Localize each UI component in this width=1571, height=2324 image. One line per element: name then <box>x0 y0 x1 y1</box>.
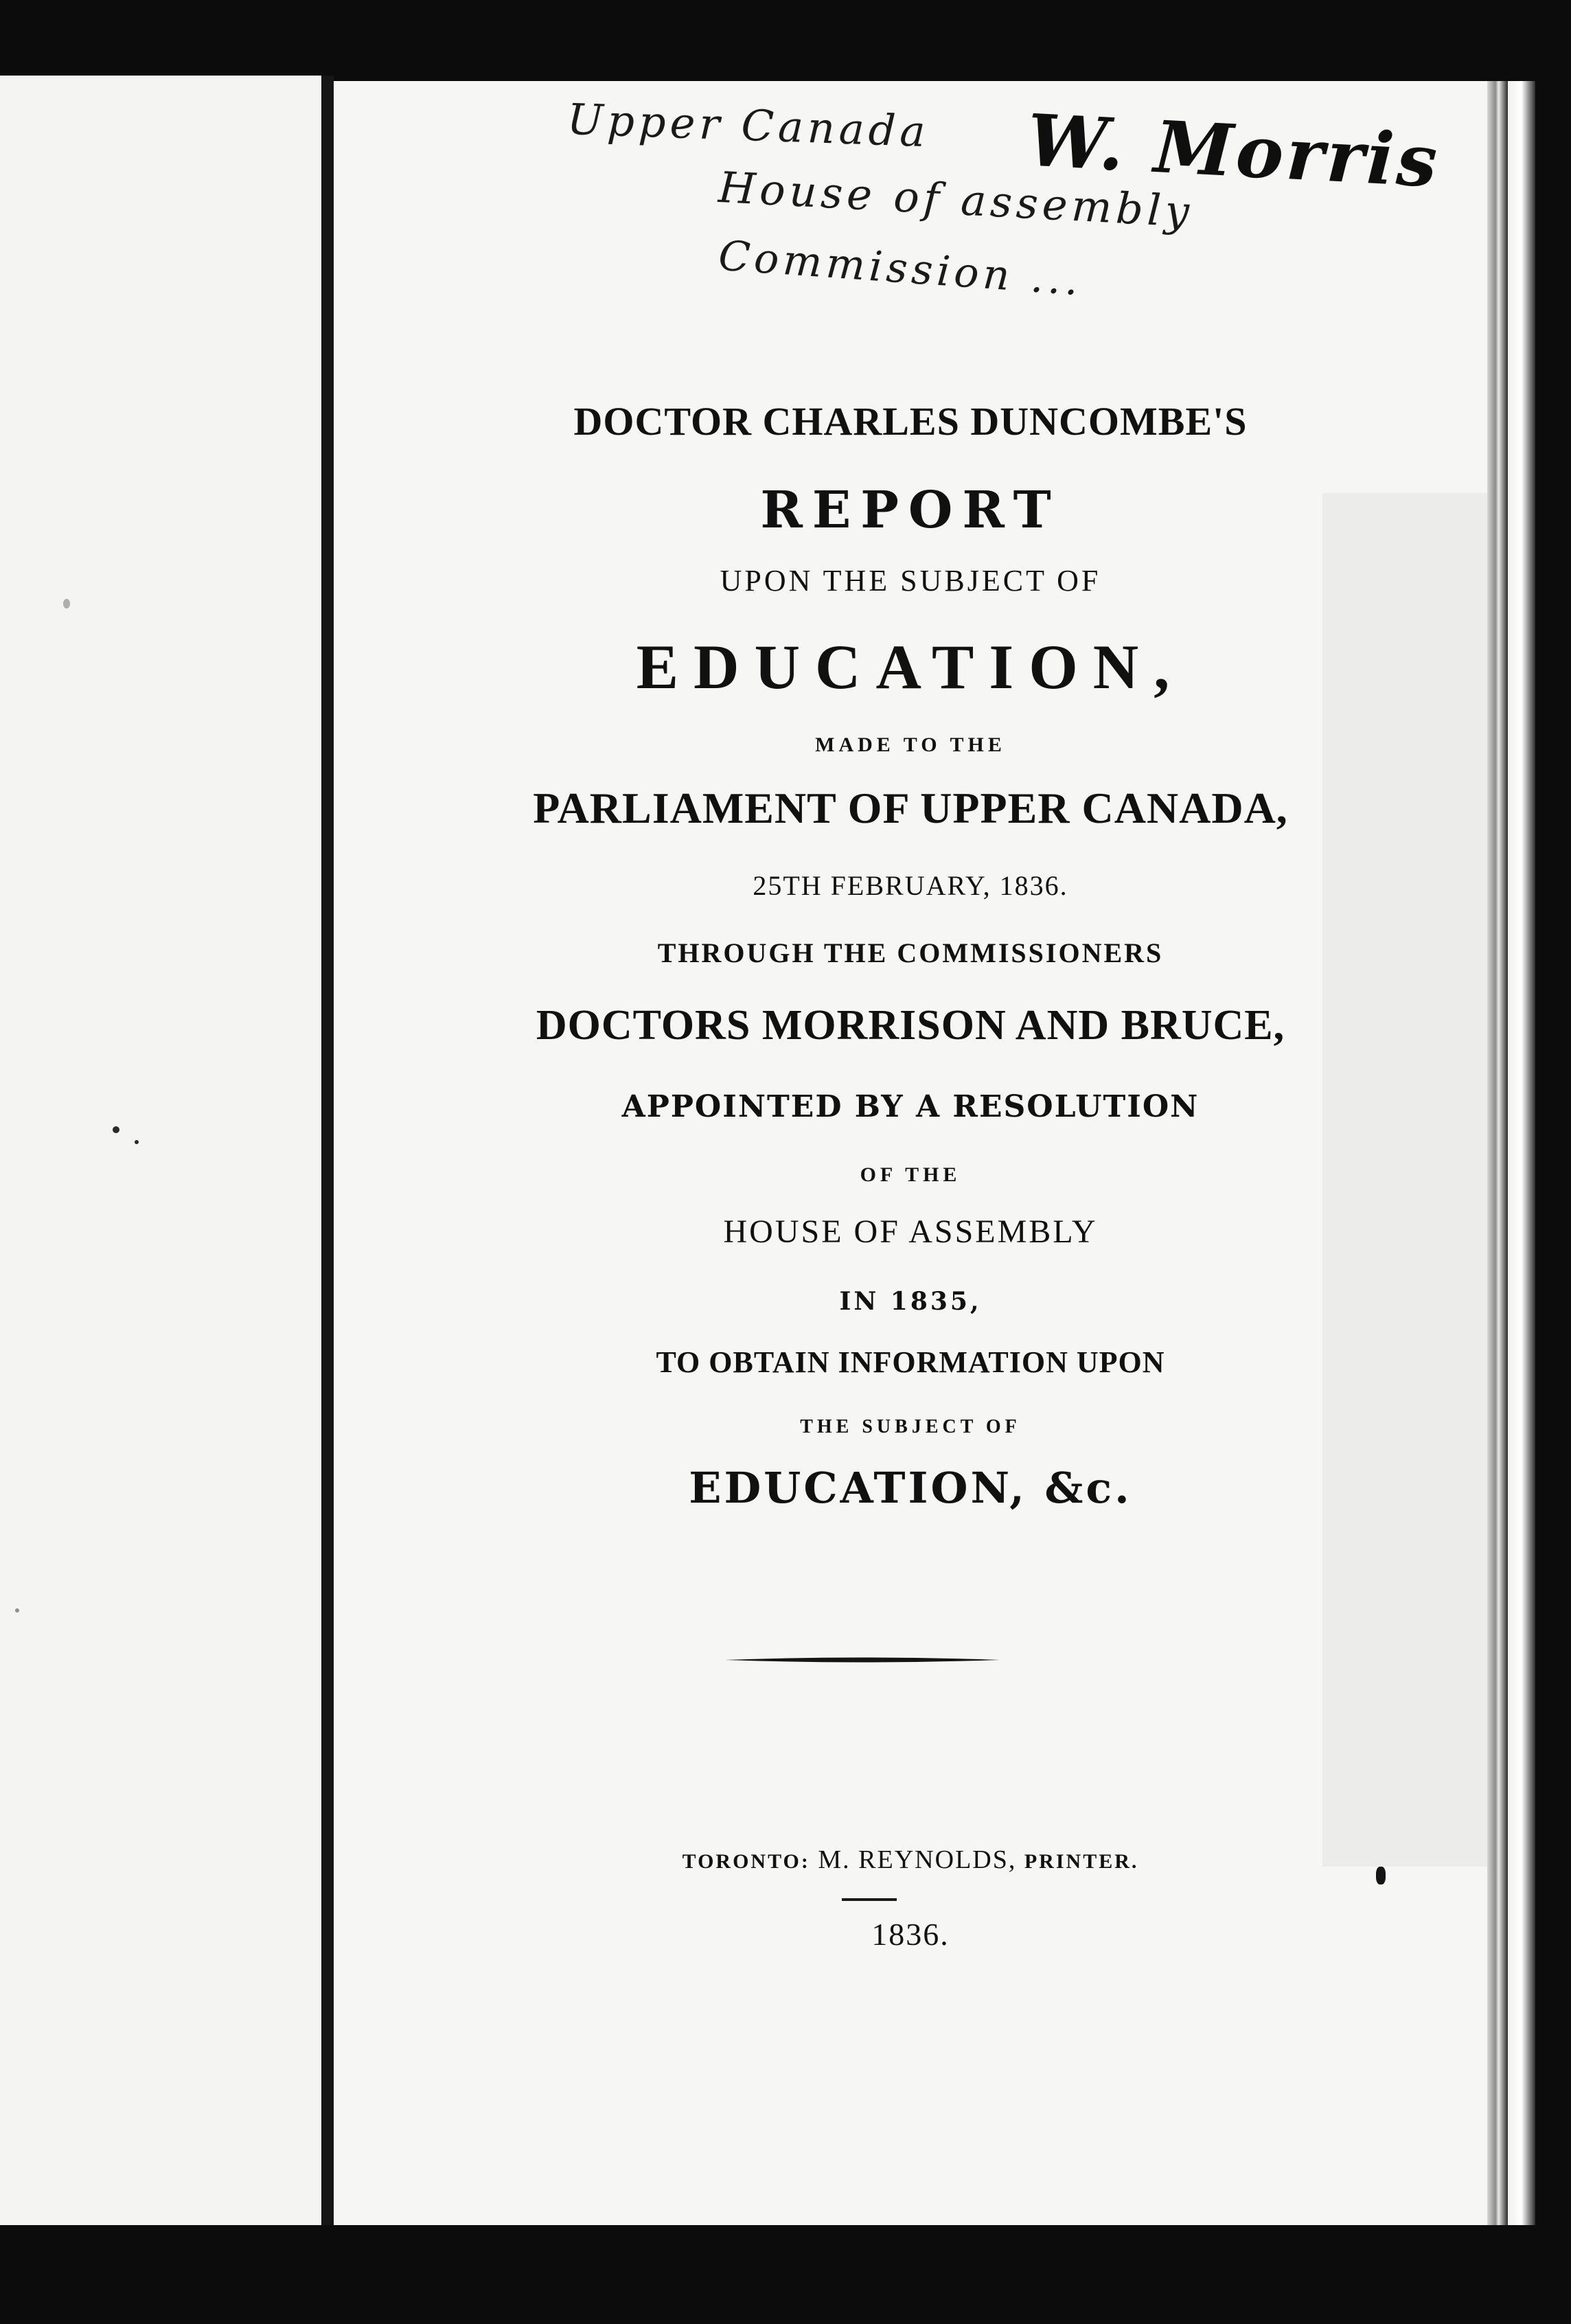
ink-speck <box>1376 1867 1386 1884</box>
house-line: HOUSE OF ASSEMBLY <box>723 1214 1098 1250</box>
imprint-printer: M. REYNOLDS, <box>818 1845 1017 1874</box>
page-edge-shadow <box>1487 81 1508 2225</box>
doctors-line: DOCTORS MORRISON AND BRUCE, <box>536 1002 1285 1049</box>
upon-subject-line: UPON THE SUBJECT OF <box>720 564 1101 597</box>
handwriting-line-1: Upper Canada <box>566 93 930 157</box>
through-line: THROUGH THE COMMISSIONERS <box>657 937 1164 968</box>
handwriting-line-3: Commission ... <box>717 231 1084 306</box>
ink-speck <box>113 1126 119 1133</box>
education-etc-line: EDUCATION, &c. <box>689 1463 1132 1513</box>
ornamental-rule <box>725 1655 1000 1665</box>
title-page <box>334 81 1487 2225</box>
imprint-role: PRINTER. <box>1024 1850 1139 1873</box>
education-heading: EDUCATION, <box>636 632 1185 702</box>
made-to-line: MADE TO THE <box>815 733 1006 756</box>
obtain-line: TO OBTAIN INFORMATION UPON <box>656 1345 1165 1379</box>
of-the-line: OF THE <box>860 1163 961 1186</box>
blank-left-page <box>0 76 321 2225</box>
owner-signature: W. Morris <box>1025 98 1442 204</box>
subject-of-line: THE SUBJECT OF <box>800 1416 1021 1437</box>
appointed-line: APPOINTED BY A RESOLUTION <box>621 1089 1200 1124</box>
outer-page-edge <box>1508 81 1535 2225</box>
imprint-rule <box>842 1898 897 1901</box>
handwriting-line-2: House of assembly <box>717 161 1195 238</box>
page-gutter <box>321 76 334 2225</box>
parliament-line: PARLIAMENT OF UPPER CANADA, <box>533 784 1288 832</box>
report-heading: REPORT <box>760 481 1061 540</box>
ink-speck <box>135 1140 139 1144</box>
date-line: 25TH FEBRUARY, 1836. <box>753 870 1068 901</box>
imprint-place: TORONTO: <box>682 1850 810 1873</box>
year-line: IN 1835, <box>839 1287 982 1316</box>
ink-speck <box>15 1608 19 1613</box>
imprint-year: 1836. <box>871 1917 950 1952</box>
ink-speck <box>63 599 70 608</box>
imprint-line <box>334 1845 1487 1875</box>
author-line: DOCTOR CHARLES DUNCOMBE'S <box>573 399 1248 444</box>
